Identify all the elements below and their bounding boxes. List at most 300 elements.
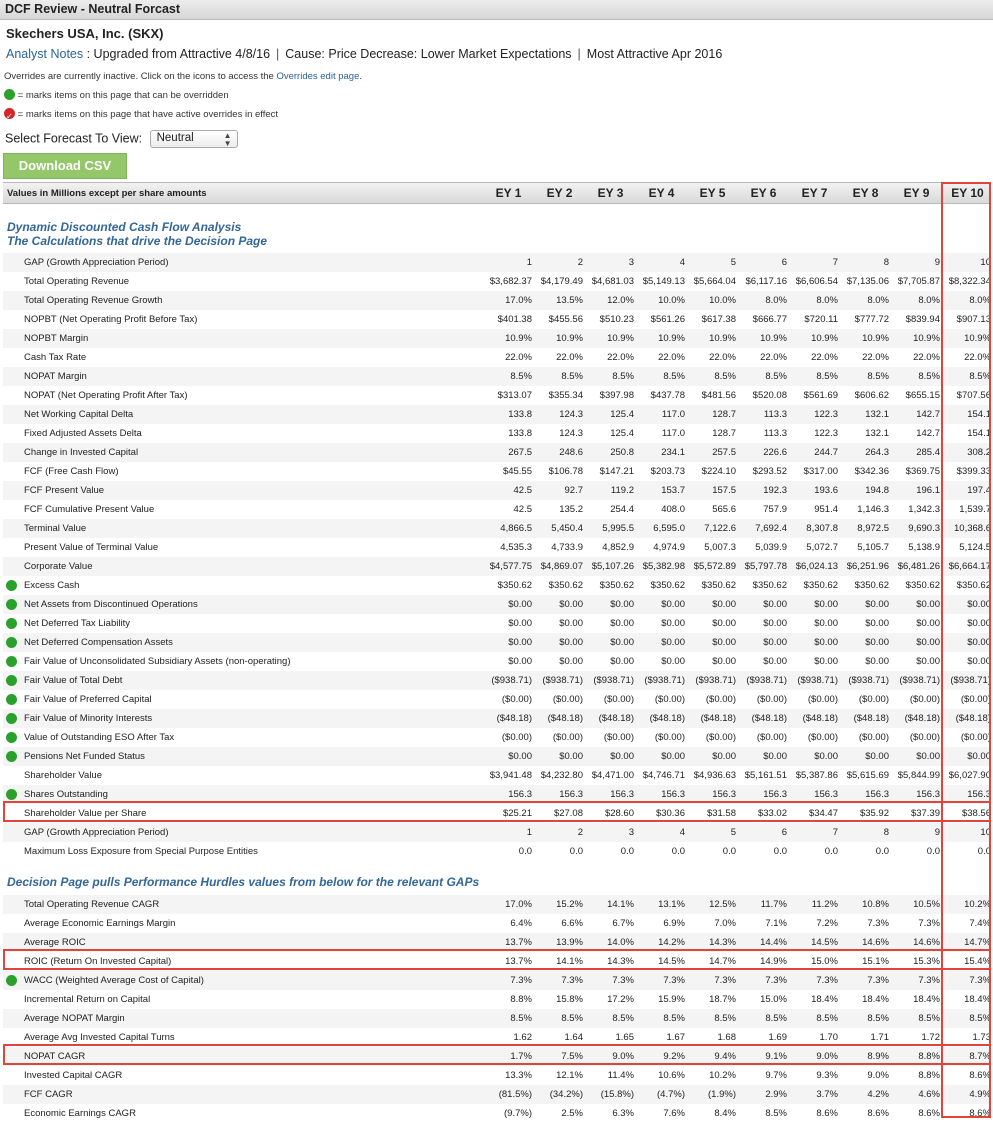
cell-ey3: $0.00 xyxy=(610,599,634,610)
cell-ey2: 6.6% xyxy=(561,918,583,929)
cell-ey8: 7.3% xyxy=(867,918,889,929)
cell-ey8: 10.8% xyxy=(862,899,889,910)
cell-ey2: 92.7 xyxy=(564,485,583,496)
cell-ey9: ($938.71) xyxy=(899,675,940,686)
cell-ey4: 8.5% xyxy=(663,371,685,382)
table-row xyxy=(3,348,991,367)
cell-ey1: 1 xyxy=(526,827,532,838)
cell-ey9: 10.5% xyxy=(913,899,940,910)
red-check-icon xyxy=(4,108,15,119)
cell-ey1: 7.3% xyxy=(510,975,532,986)
cell-ey4: $4,746.71 xyxy=(642,770,685,781)
cell-ey7: 11.2% xyxy=(811,899,838,910)
cell-ey6: $33.02 xyxy=(757,808,787,819)
cell-ey4: 8.5% xyxy=(663,1013,685,1024)
cell-ey3: $5,107.26 xyxy=(591,561,634,572)
cell-ey5: ($0.00) xyxy=(705,694,736,705)
cell-ey3: 0.0 xyxy=(620,846,634,857)
cell-ey2: $0.00 xyxy=(559,751,583,762)
cell-ey9: 196.1 xyxy=(916,485,940,496)
table-row xyxy=(3,747,991,766)
cell-ey1: ($0.00) xyxy=(501,732,532,743)
override-dot-icon[interactable] xyxy=(6,599,17,610)
column-header-ey4: EY 4 xyxy=(648,186,675,200)
download-csv-button[interactable]: Download CSV xyxy=(3,153,127,179)
cell-ey9: 142.7 xyxy=(916,428,940,439)
cell-ey4: $5,149.13 xyxy=(642,276,685,287)
row-label: Shareholder Value xyxy=(24,770,102,781)
cell-ey4: 14.2% xyxy=(658,937,685,948)
cell-ey6: $0.00 xyxy=(763,656,787,667)
cell-ey5: 128.7 xyxy=(712,409,736,420)
cell-ey7: $5,387.86 xyxy=(795,770,838,781)
override-dot-icon[interactable] xyxy=(6,618,17,629)
cell-ey4: $0.00 xyxy=(661,618,685,629)
row-label: Fair Value of Total Debt xyxy=(24,675,123,686)
cell-ey7: ($48.18) xyxy=(802,713,838,724)
cell-ey8: 15.1% xyxy=(862,956,889,967)
cell-ey9: $7,705.87 xyxy=(897,276,940,287)
cell-ey1: ($48.18) xyxy=(496,713,532,724)
cell-ey2: 7.5% xyxy=(561,1051,583,1062)
cell-ey10: 0.0 xyxy=(977,846,991,857)
cell-ey7: 8.5% xyxy=(816,1013,838,1024)
cell-ey4: $203.73 xyxy=(650,466,685,477)
cell-ey5: 8.5% xyxy=(714,1013,736,1024)
cell-ey2: $4,179.49 xyxy=(540,276,583,287)
table-row xyxy=(3,709,991,728)
table-row xyxy=(3,1066,991,1085)
cell-ey3: $350.62 xyxy=(599,580,634,591)
cell-ey9: ($48.18) xyxy=(904,713,940,724)
cell-ey4: 14.5% xyxy=(658,956,685,967)
override-dot-icon[interactable] xyxy=(6,580,17,591)
table-row xyxy=(3,367,991,386)
cell-ey8: 156.3 xyxy=(865,789,889,800)
cell-ey8: $0.00 xyxy=(865,599,889,610)
row-label: Average Avg Invested Capital Turns xyxy=(24,1032,175,1043)
cell-ey2: 124.3 xyxy=(559,409,583,420)
cell-ey10: 8.5% xyxy=(969,371,991,382)
cell-ey3: 11.4% xyxy=(607,1070,634,1081)
table-row xyxy=(3,405,991,424)
cell-ey4: $350.62 xyxy=(650,580,685,591)
cell-ey2: (34.2%) xyxy=(549,1089,583,1100)
cell-ey5: 1.68 xyxy=(717,1032,736,1043)
column-header-ey7: EY 7 xyxy=(801,186,828,200)
cell-ey9: 14.6% xyxy=(913,937,940,948)
cell-ey7: 7 xyxy=(832,827,838,838)
row-label: ROIC (Return On Invested Capital) xyxy=(24,956,172,967)
cell-ey10: $0.00 xyxy=(967,637,991,648)
cell-ey9: $0.00 xyxy=(916,751,940,762)
cell-ey8: $350.62 xyxy=(854,580,889,591)
cell-ey9: 22.0% xyxy=(913,352,940,363)
cell-ey3: 1.65 xyxy=(615,1032,634,1043)
column-header-ey8: EY 8 xyxy=(852,186,879,200)
cell-ey9: $0.00 xyxy=(916,599,940,610)
green-dot-icon xyxy=(4,89,15,100)
cell-ey7: 122.3 xyxy=(814,428,838,439)
cell-ey9: 8.5% xyxy=(918,371,940,382)
cell-ey2: 1.64 xyxy=(564,1032,583,1043)
row-label: GAP (Growth Appreciation Period) xyxy=(24,257,169,268)
cell-ey2: 14.1% xyxy=(556,956,583,967)
cell-ey2: 22.0% xyxy=(556,352,583,363)
cell-ey4: 4,974.9 xyxy=(653,542,685,553)
override-dot-icon[interactable] xyxy=(6,637,17,648)
cell-ey6: $6,117.16 xyxy=(745,276,787,287)
cell-ey4: 117.0 xyxy=(661,409,685,420)
cell-ey3: $4,471.00 xyxy=(591,770,634,781)
cell-ey8: $777.72 xyxy=(854,314,889,325)
cell-ey6: 9.7% xyxy=(765,1070,787,1081)
cell-ey7: 9.0% xyxy=(816,1051,838,1062)
cell-ey9: $0.00 xyxy=(916,637,940,648)
cell-ey4: 10.9% xyxy=(658,333,685,344)
cell-ey1: 1 xyxy=(526,257,532,268)
table-row xyxy=(3,538,991,557)
cell-ey7: $561.69 xyxy=(803,390,838,401)
cell-ey1: $0.00 xyxy=(508,637,532,648)
row-label: Net Assets from Discontinued Operations xyxy=(24,599,198,610)
cell-ey8: $342.36 xyxy=(854,466,889,477)
cell-ey1: 42.5 xyxy=(513,504,532,515)
cell-ey7: $317.00 xyxy=(803,466,838,477)
cell-ey7: ($938.71) xyxy=(797,675,838,686)
cell-ey3: $0.00 xyxy=(610,751,634,762)
cell-ey4: 22.0% xyxy=(658,352,685,363)
cell-ey8: 8 xyxy=(883,827,889,838)
cell-ey4: 7.3% xyxy=(663,975,685,986)
overrides-edit-link[interactable]: Overrides edit page xyxy=(276,71,360,82)
row-label: NOPAT Margin xyxy=(24,371,87,382)
cell-ey10: 8.0% xyxy=(969,295,991,306)
cell-ey1: 4,535.3 xyxy=(500,542,532,553)
cell-ey1: (9.7%) xyxy=(504,1108,532,1119)
cell-ey3: 14.1% xyxy=(607,899,634,910)
cell-ey7: 22.0% xyxy=(811,352,838,363)
override-dot-icon[interactable] xyxy=(6,694,17,705)
cell-ey1: 1.7% xyxy=(510,1051,532,1062)
cell-ey2: 248.6 xyxy=(559,447,583,458)
cell-ey8: 264.3 xyxy=(865,447,889,458)
table-row xyxy=(3,329,991,348)
cell-ey5: (1.9%) xyxy=(708,1089,736,1100)
cell-ey1: 17.0% xyxy=(505,899,532,910)
table-row xyxy=(3,766,991,785)
window-title: DCF Review - Neutral Forcast xyxy=(0,0,993,20)
cell-ey9: 285.4 xyxy=(916,447,940,458)
cell-ey10: 18.4% xyxy=(964,994,991,1005)
cell-ey3: ($938.71) xyxy=(593,675,634,686)
cell-ey7: ($0.00) xyxy=(807,732,838,743)
cell-ey8: 7.3% xyxy=(867,975,889,986)
table-row xyxy=(3,1085,991,1104)
cell-ey7: 3.7% xyxy=(816,1089,838,1100)
cell-ey6: 192.3 xyxy=(763,485,787,496)
cell-ey9: 18.4% xyxy=(913,994,940,1005)
cell-ey4: 4 xyxy=(679,827,685,838)
cell-ey6: ($48.18) xyxy=(751,713,787,724)
cell-ey3: $147.21 xyxy=(599,466,634,477)
cell-ey1: $313.07 xyxy=(497,390,532,401)
cell-ey10: 4.9% xyxy=(969,1089,991,1100)
override-dot-icon[interactable] xyxy=(6,713,17,724)
cell-ey3: (15.8%) xyxy=(600,1089,634,1100)
cell-ey10: ($938.71) xyxy=(950,675,991,686)
cell-ey6: $5,161.51 xyxy=(744,770,787,781)
cell-ey5: 10.9% xyxy=(709,333,736,344)
cell-ey4: 6,595.0 xyxy=(653,523,685,534)
cell-ey3: ($0.00) xyxy=(603,694,634,705)
cell-ey10: 8.6% xyxy=(969,1070,991,1081)
cell-ey10: 10 xyxy=(980,257,991,268)
cell-ey1: 156.3 xyxy=(508,789,532,800)
row-label: Value of Outstanding ESO After Tax xyxy=(24,732,175,743)
cell-ey3: $0.00 xyxy=(610,637,634,648)
cell-ey8: $35.92 xyxy=(859,808,889,819)
row-label: Change in Invested Capital xyxy=(24,447,139,458)
cell-ey5: $4,936.63 xyxy=(693,770,736,781)
cell-ey1: 8.5% xyxy=(510,371,532,382)
cell-ey10: $8,322.34 xyxy=(948,276,991,287)
company-name: Skechers USA, Inc. (SKX) xyxy=(6,26,164,41)
column-header-ey3: EY 3 xyxy=(597,186,624,200)
table-header xyxy=(3,182,991,204)
table-row xyxy=(3,633,991,652)
cell-ey6: 8.5% xyxy=(765,371,787,382)
cell-ey2: 8.5% xyxy=(561,1013,583,1024)
cell-ey3: ($48.18) xyxy=(598,713,634,724)
cell-ey8: $606.62 xyxy=(854,390,889,401)
cell-ey5: $31.58 xyxy=(706,808,736,819)
cell-ey10: ($0.00) xyxy=(960,694,991,705)
table-row xyxy=(3,1104,991,1123)
cell-ey6: $0.00 xyxy=(763,599,787,610)
cell-ey7: 122.3 xyxy=(814,409,838,420)
row-label: Economic Earnings CAGR xyxy=(24,1108,136,1119)
cell-ey5: 5 xyxy=(730,257,736,268)
cell-ey10: 22.0% xyxy=(964,352,991,363)
cell-ey2: 7.3% xyxy=(561,975,583,986)
cell-ey7: 7 xyxy=(832,257,838,268)
cell-ey2: $27.08 xyxy=(553,808,583,819)
cell-ey2: $350.62 xyxy=(548,580,583,591)
cell-ey4: $561.26 xyxy=(650,314,685,325)
cell-ey5: $617.38 xyxy=(701,314,736,325)
cell-ey3: 4,852.9 xyxy=(602,542,634,553)
cell-ey5: $0.00 xyxy=(712,599,736,610)
row-label: Invested Capital CAGR xyxy=(24,1070,123,1081)
table-row xyxy=(3,728,991,747)
cell-ey8: 1.71 xyxy=(870,1032,889,1043)
notes-text: : Upgraded from Attractive 4/8/16 xyxy=(83,47,271,61)
cell-ey9: 142.7 xyxy=(916,409,940,420)
cell-ey8: 132.1 xyxy=(865,409,889,420)
row-label: FCF Present Value xyxy=(24,485,105,496)
table-row xyxy=(3,1047,991,1066)
cell-ey9: 10.9% xyxy=(913,333,940,344)
cell-ey10: $0.00 xyxy=(967,751,991,762)
cell-ey7: 1.70 xyxy=(819,1032,838,1043)
row-label: Maximum Loss Exposure from Special Purpose Entities xyxy=(24,846,258,857)
cell-ey4: $437.78 xyxy=(650,390,685,401)
cell-ey10: 197.4 xyxy=(967,485,991,496)
table-row xyxy=(3,614,991,633)
cell-ey5: 12.5% xyxy=(709,899,736,910)
cell-ey1: 13.7% xyxy=(505,956,532,967)
cell-ey8: ($0.00) xyxy=(858,732,889,743)
overrides-info: Overrides are currently inactive. Click on the icons to access the Overrides edit page. xyxy=(4,71,363,82)
cell-ey4: ($0.00) xyxy=(654,694,685,705)
row-label: Average Economic Earnings Margin xyxy=(24,918,176,929)
forecast-select[interactable]: Neutral ▲ ▼ xyxy=(150,130,238,148)
cell-ey1: 6.4% xyxy=(510,918,532,929)
cell-ey4: $0.00 xyxy=(661,656,685,667)
row-label: Present Value of Terminal Value xyxy=(24,542,159,553)
override-dot-icon[interactable] xyxy=(6,789,17,800)
table-row xyxy=(3,804,991,823)
cell-ey7: 0.0 xyxy=(824,846,838,857)
table-row xyxy=(3,971,991,990)
cell-ey10: 1.73 xyxy=(972,1032,991,1043)
cell-ey6: ($0.00) xyxy=(756,732,787,743)
section-dcf-title-2: The Calculations that drive the Decision Page xyxy=(7,234,268,248)
cell-ey8: 22.0% xyxy=(862,352,889,363)
override-dot-icon[interactable] xyxy=(6,675,17,686)
cell-ey6: 6 xyxy=(781,257,787,268)
row-label: Shareholder Value per Share xyxy=(24,808,147,819)
cell-ey8: 8.6% xyxy=(867,1108,889,1119)
row-label: WACC (Weighted Average Cost of Capital) xyxy=(24,975,204,986)
cell-ey5: $5,664.04 xyxy=(693,276,736,287)
table-row xyxy=(3,1028,991,1047)
row-label: Average ROIC xyxy=(24,937,86,948)
table-row xyxy=(3,462,991,481)
cell-ey10: 8.6% xyxy=(969,1108,991,1119)
forecast-selector xyxy=(5,130,993,148)
cell-ey9: 8.8% xyxy=(918,1051,940,1062)
cell-ey1: 267.5 xyxy=(508,447,532,458)
cell-ey8: 194.8 xyxy=(865,485,889,496)
cell-ey7: 14.5% xyxy=(811,937,838,948)
cell-ey1: 4,866.5 xyxy=(500,523,532,534)
cell-ey3: $0.00 xyxy=(610,656,634,667)
cell-ey9: $0.00 xyxy=(916,618,940,629)
cell-ey8: 1,146.3 xyxy=(857,504,889,515)
override-dot-icon[interactable] xyxy=(6,751,17,762)
cell-ey5: $0.00 xyxy=(712,751,736,762)
row-label: Total Operating Revenue Growth xyxy=(24,295,163,306)
cell-ey2: 135.2 xyxy=(559,504,583,515)
cell-ey4: 10.0% xyxy=(658,295,685,306)
cell-ey6: 226.6 xyxy=(763,447,787,458)
analyst-notes-link[interactable]: Analyst Notes xyxy=(6,47,84,61)
cell-ey5: 9.4% xyxy=(714,1051,736,1062)
cell-ey6: $666.77 xyxy=(752,314,787,325)
cell-ey3: $28.60 xyxy=(604,808,634,819)
cell-ey6: 7.1% xyxy=(765,918,787,929)
row-label: Fair Value of Preferred Capital xyxy=(24,694,152,705)
table-row xyxy=(3,823,991,842)
updown-arrow-icon: ▲ ▼ xyxy=(223,131,232,148)
notes-line: Analyst Notes : Upgraded from Attractive 4/8/16 | Cause: Price Decrease: Lower Market Expectations | Most Attractive Apr 2016 xyxy=(6,47,723,61)
cell-ey4: 7.6% xyxy=(663,1108,685,1119)
cell-ey4: 10.6% xyxy=(658,1070,685,1081)
cell-ey6: 8.5% xyxy=(765,1108,787,1119)
table-row xyxy=(3,690,991,709)
section-dcf-title-1: Dynamic Discounted Cash Flow Analysis xyxy=(7,220,242,234)
cell-ey6: 5,039.9 xyxy=(755,542,787,553)
cell-ey3: $510.23 xyxy=(599,314,634,325)
cell-ey10: 308.2 xyxy=(967,447,991,458)
cell-ey8: 8.0% xyxy=(867,295,889,306)
cell-ey5: $481.56 xyxy=(701,390,736,401)
cell-ey2: 156.3 xyxy=(559,789,583,800)
cell-ey1: 8.5% xyxy=(510,1013,532,1024)
cell-ey1: $45.55 xyxy=(502,466,532,477)
cell-ey1: ($938.71) xyxy=(491,675,532,686)
cell-ey9: 8.8% xyxy=(918,1070,940,1081)
override-dot-icon[interactable] xyxy=(6,656,17,667)
cell-ey10: 10.2% xyxy=(964,899,991,910)
cell-ey8: 8.5% xyxy=(867,371,889,382)
cell-ey10: 156.3 xyxy=(967,789,991,800)
cell-ey5: 7,122.6 xyxy=(704,523,736,534)
cell-ey8: 4.2% xyxy=(867,1089,889,1100)
cell-ey5: $0.00 xyxy=(712,656,736,667)
cell-ey2: 13.5% xyxy=(556,295,583,306)
override-dot-icon[interactable] xyxy=(6,732,17,743)
table-row xyxy=(3,914,991,933)
cell-ey5: 7.3% xyxy=(714,975,736,986)
table-row xyxy=(3,576,991,595)
cell-ey9: $5,844.99 xyxy=(897,770,940,781)
table-row xyxy=(3,557,991,576)
cell-ey5: $0.00 xyxy=(712,618,736,629)
row-label: FCF Cumulative Present Value xyxy=(24,504,155,515)
cell-ey4: 15.9% xyxy=(658,994,685,1005)
row-label: Shares Outstanding xyxy=(24,789,108,800)
row-label: FCF CAGR xyxy=(24,1089,73,1100)
cell-ey6: ($0.00) xyxy=(756,694,787,705)
cell-ey10: ($0.00) xyxy=(960,732,991,743)
cell-ey5: ($48.18) xyxy=(700,713,736,724)
cell-ey6: $0.00 xyxy=(763,637,787,648)
cell-ey7: 193.6 xyxy=(814,485,838,496)
cell-ey2: ($0.00) xyxy=(552,694,583,705)
cell-ey3: 119.2 xyxy=(610,485,634,496)
cell-ey1: $0.00 xyxy=(508,618,532,629)
cell-ey2: 15.2% xyxy=(556,899,583,910)
cell-ey5: 10.2% xyxy=(709,1070,736,1081)
cell-ey5: 14.3% xyxy=(709,937,736,948)
cause-text: Cause: Price Decrease: Lower Market Expectations xyxy=(285,47,572,61)
cell-ey1: $4,577.75 xyxy=(489,561,532,572)
row-label: Fixed Adjusted Assets Delta xyxy=(24,428,142,439)
cell-ey5: 8.4% xyxy=(714,1108,736,1119)
cell-ey1: 133.8 xyxy=(508,409,532,420)
table-row xyxy=(3,443,991,462)
cell-ey8: $0.00 xyxy=(865,637,889,648)
cell-ey8: 8,972.5 xyxy=(857,523,889,534)
cell-ey4: 156.3 xyxy=(661,789,685,800)
override-dot-icon[interactable] xyxy=(6,975,17,986)
cell-ey5: 22.0% xyxy=(709,352,736,363)
cell-ey4: $0.00 xyxy=(661,599,685,610)
legend-green: = marks items on this page that can be overridden xyxy=(4,86,993,105)
